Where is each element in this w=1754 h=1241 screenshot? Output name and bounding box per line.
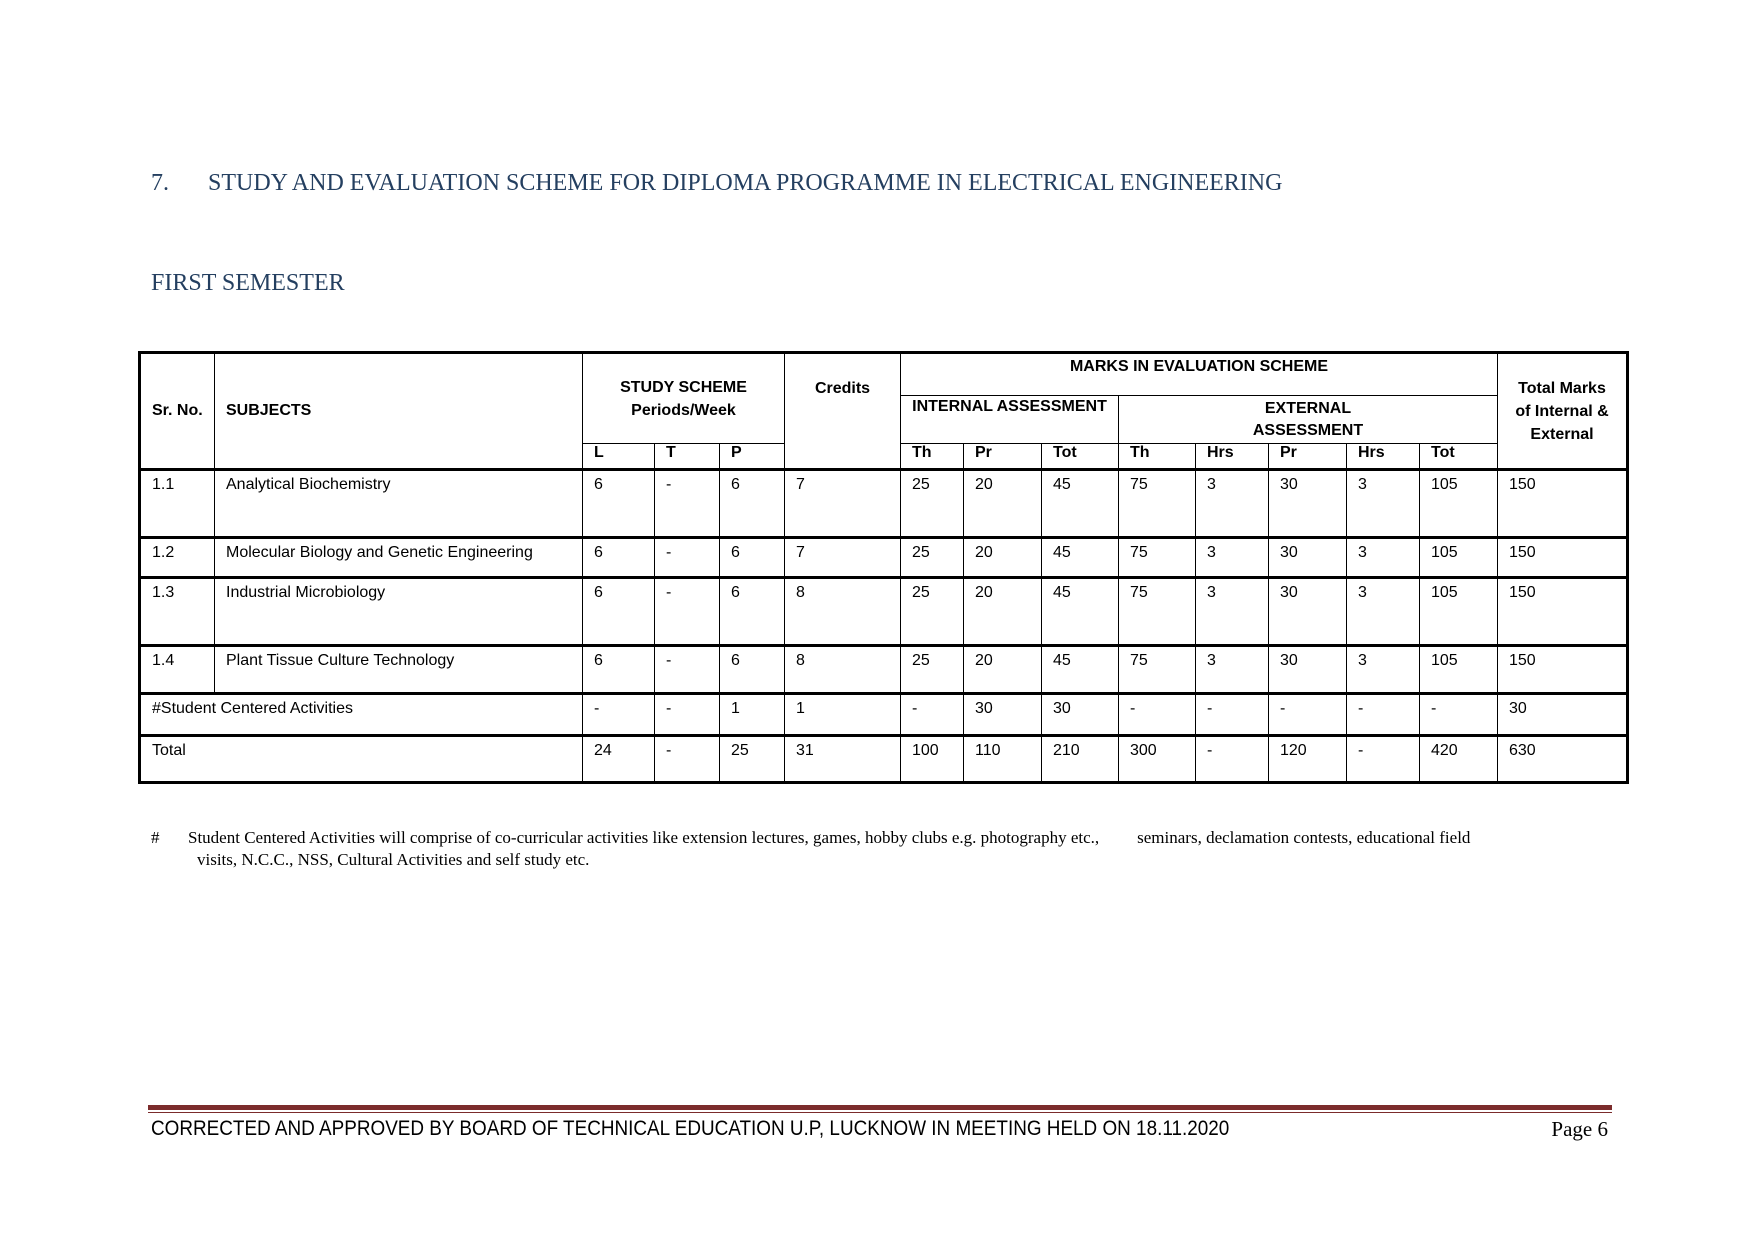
header-sub-cell: Tot bbox=[1042, 444, 1119, 470]
table-cell: - bbox=[655, 578, 720, 646]
table-cell: 420 bbox=[1420, 736, 1498, 783]
table-cell: 3 bbox=[1347, 646, 1420, 694]
total-label-cell: Total bbox=[140, 736, 583, 783]
table-cell: 110 bbox=[964, 736, 1042, 783]
header-sub-cell: T bbox=[655, 444, 720, 470]
table-cell: 150 bbox=[1498, 470, 1628, 538]
table-cell: - bbox=[583, 694, 655, 736]
header-external-assessment: EXTERNAL ASSESSMENT bbox=[1119, 396, 1498, 444]
table-cell: 3 bbox=[1347, 470, 1420, 538]
sr-no-cell: 1.4 bbox=[140, 646, 215, 694]
table-row bbox=[140, 736, 1628, 783]
table-cell: 6 bbox=[583, 470, 655, 538]
footnote-text-1a: Student Centered Activities will comprise of co-curricular activities like extension lectures, games, hobby clubs e.g. photography etc., bbox=[188, 828, 1100, 847]
header-sub-cell: Pr bbox=[964, 444, 1042, 470]
header-study-scheme: STUDY SCHEME Periods/Week bbox=[583, 353, 785, 444]
table-row bbox=[140, 694, 1628, 736]
table-cell: 75 bbox=[1119, 578, 1196, 646]
header-sub-cell: Th bbox=[1119, 444, 1196, 470]
semester-heading: FIRST SEMESTER bbox=[151, 270, 345, 296]
table-cell: - bbox=[1347, 736, 1420, 783]
table-cell: 25 bbox=[901, 470, 964, 538]
footer-rule-thick bbox=[148, 1105, 1612, 1110]
section-number: 7. bbox=[151, 170, 169, 196]
activities-label-cell: #Student Centered Activities bbox=[140, 694, 583, 736]
header-sub-cell: L bbox=[583, 444, 655, 470]
table-cell: 210 bbox=[1042, 736, 1119, 783]
table-cell: - bbox=[655, 646, 720, 694]
subject-cell: Analytical Biochemistry bbox=[215, 470, 583, 538]
header-internal-assessment: INTERNAL ASSESSMENT bbox=[901, 396, 1119, 444]
table-cell: 300 bbox=[1119, 736, 1196, 783]
footer-approval-text: CORRECTED AND APPROVED BY BOARD OF TECHNICAL EDUCATION U.P, LUCKNOW IN MEETING HELD ON 18.11.2020 bbox=[151, 1117, 1230, 1140]
subject-cell: Industrial Microbiology bbox=[215, 578, 583, 646]
table-cell: - bbox=[1347, 694, 1420, 736]
table-cell: 8 bbox=[785, 646, 901, 694]
table-cell: 7 bbox=[785, 538, 901, 578]
table-cell: 20 bbox=[964, 578, 1042, 646]
footnote-line-2: visits, N.C.C., NSS, Cultural Activities and self study etc. bbox=[197, 850, 590, 869]
table-cell: 45 bbox=[1042, 538, 1119, 578]
header-subjects: SUBJECTS bbox=[215, 353, 583, 470]
table-row bbox=[140, 578, 1628, 646]
table-cell: 105 bbox=[1420, 646, 1498, 694]
table-cell: - bbox=[1119, 694, 1196, 736]
table-row bbox=[140, 646, 1628, 694]
table-cell: 3 bbox=[1347, 578, 1420, 646]
section-title: STUDY AND EVALUATION SCHEME FOR DIPLOMA PROGRAMME IN ELECTRICAL ENGINEERING bbox=[208, 170, 1283, 196]
table-cell: - bbox=[655, 694, 720, 736]
table-cell: 20 bbox=[964, 470, 1042, 538]
table-cell: 8 bbox=[785, 578, 901, 646]
table-cell: 6 bbox=[583, 646, 655, 694]
table-cell: 31 bbox=[785, 736, 901, 783]
table-cell: 45 bbox=[1042, 578, 1119, 646]
header-sub-cell: Hrs bbox=[1196, 444, 1269, 470]
table-cell: 3 bbox=[1347, 538, 1420, 578]
table-cell: - bbox=[1196, 736, 1269, 783]
table-cell: 6 bbox=[720, 578, 785, 646]
page-title bbox=[151, 170, 1282, 197]
table-cell: 30 bbox=[964, 694, 1042, 736]
table-cell: 75 bbox=[1119, 538, 1196, 578]
table-cell: 120 bbox=[1269, 736, 1347, 783]
table-cell: 20 bbox=[964, 646, 1042, 694]
table-cell: 630 bbox=[1498, 736, 1628, 783]
sr-no-cell: 1.3 bbox=[140, 578, 215, 646]
header-sub-cell: P bbox=[720, 444, 785, 470]
subject-cell: Molecular Biology and Genetic Engineering bbox=[215, 538, 583, 578]
table-cell: 1 bbox=[720, 694, 785, 736]
table-cell: 100 bbox=[901, 736, 964, 783]
header-sr-no: Sr. No. bbox=[140, 353, 215, 470]
table-cell: 150 bbox=[1498, 578, 1628, 646]
footer-rule-thin bbox=[148, 1112, 1612, 1113]
table-cell: 105 bbox=[1420, 538, 1498, 578]
table-cell: - bbox=[655, 538, 720, 578]
sr-no-cell: 1.1 bbox=[140, 470, 215, 538]
table-cell: - bbox=[901, 694, 964, 736]
header-row-1 bbox=[140, 353, 1628, 396]
table-cell: 30 bbox=[1269, 470, 1347, 538]
table-cell: 30 bbox=[1269, 538, 1347, 578]
header-marks-evaluation: MARKS IN EVALUATION SCHEME bbox=[901, 353, 1498, 396]
subject-cell: Plant Tissue Culture Technology bbox=[215, 646, 583, 694]
table-cell: 25 bbox=[720, 736, 785, 783]
sr-no-cell: 1.2 bbox=[140, 538, 215, 578]
table-cell: 1 bbox=[785, 694, 901, 736]
footnote-line-1 bbox=[151, 827, 1611, 849]
table-cell: 6 bbox=[720, 646, 785, 694]
table-cell: 7 bbox=[785, 470, 901, 538]
header-sub-cell: Hrs bbox=[1347, 444, 1420, 470]
table-row bbox=[140, 538, 1628, 578]
table-cell: 25 bbox=[901, 578, 964, 646]
table-cell: 20 bbox=[964, 538, 1042, 578]
footnote bbox=[151, 827, 1611, 871]
header-sub-cell: Pr bbox=[1269, 444, 1347, 470]
table-cell: 25 bbox=[901, 646, 964, 694]
table-cell: - bbox=[1196, 694, 1269, 736]
table-cell: 6 bbox=[583, 578, 655, 646]
table-cell: - bbox=[1420, 694, 1498, 736]
table-cell: - bbox=[1269, 694, 1347, 736]
table-cell: 150 bbox=[1498, 538, 1628, 578]
table-cell: 6 bbox=[583, 538, 655, 578]
header-sub-cell: Tot bbox=[1420, 444, 1498, 470]
table-body bbox=[140, 470, 1628, 783]
table-cell: 105 bbox=[1420, 470, 1498, 538]
table-cell: 75 bbox=[1119, 646, 1196, 694]
header-total-marks: Total Marks of Internal & External bbox=[1498, 353, 1628, 470]
table-cell: - bbox=[655, 736, 720, 783]
header-credits: Credits bbox=[785, 353, 901, 470]
table-cell: 105 bbox=[1420, 578, 1498, 646]
table-cell: 6 bbox=[720, 538, 785, 578]
table-cell: - bbox=[655, 470, 720, 538]
table-cell: 75 bbox=[1119, 470, 1196, 538]
table-cell: 24 bbox=[583, 736, 655, 783]
table-cell: 3 bbox=[1196, 538, 1269, 578]
table-cell: 3 bbox=[1196, 578, 1269, 646]
table-row bbox=[140, 470, 1628, 538]
table-cell: 6 bbox=[720, 470, 785, 538]
page-number: Page 6 bbox=[1551, 1117, 1608, 1141]
table-cell: 45 bbox=[1042, 646, 1119, 694]
header-sub-cell: Th bbox=[901, 444, 964, 470]
table-cell: 3 bbox=[1196, 470, 1269, 538]
table-cell: 45 bbox=[1042, 470, 1119, 538]
evaluation-scheme-table bbox=[138, 351, 1629, 784]
table-cell: 25 bbox=[901, 538, 964, 578]
table-cell: 30 bbox=[1269, 578, 1347, 646]
table-cell: 150 bbox=[1498, 646, 1628, 694]
footnote-text-1b: seminars, declamation contests, educational field bbox=[1137, 828, 1471, 847]
footnote-mark: # bbox=[151, 828, 160, 847]
table-cell: 30 bbox=[1498, 694, 1628, 736]
table-cell: 30 bbox=[1269, 646, 1347, 694]
table-cell: 3 bbox=[1196, 646, 1269, 694]
table-cell: 30 bbox=[1042, 694, 1119, 736]
